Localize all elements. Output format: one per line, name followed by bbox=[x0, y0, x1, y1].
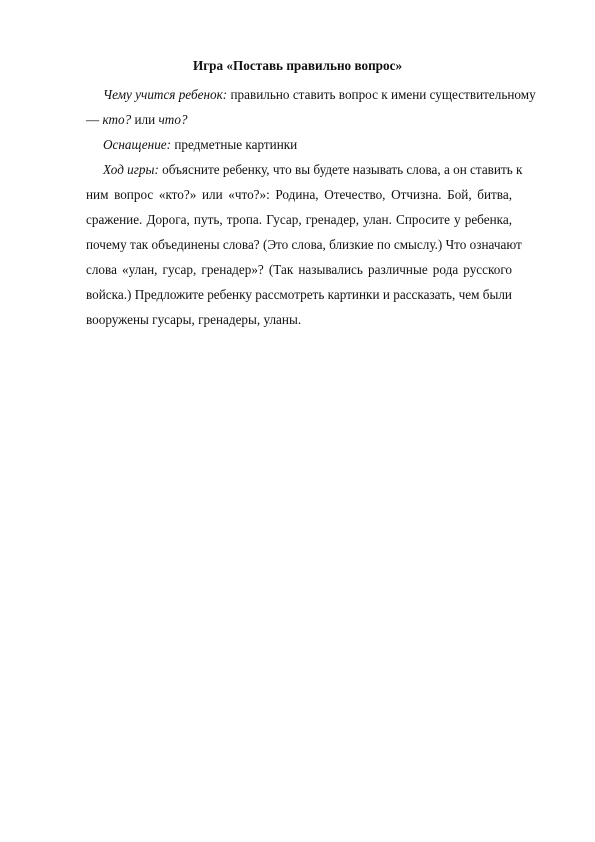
procedure-line-6: войска.) Предложите ребенку рассмотреть картинки и рассказать, чем были bbox=[86, 287, 512, 302]
goal-line bbox=[103, 87, 536, 103]
goal-question-who: кто? bbox=[102, 112, 132, 127]
goal-or: или bbox=[131, 112, 159, 127]
goal-label: Чему учится ребенок: bbox=[103, 87, 228, 102]
document-title: Игра «Поставь правильно вопрос» bbox=[192, 58, 403, 73]
goal-text: правильно ставить вопрос к имени существительному bbox=[227, 87, 536, 102]
procedure-line-5: слова «улан, гусар, гренадер»? (Так назывались различные рода русского bbox=[86, 262, 512, 277]
procedure-line-1 bbox=[103, 162, 523, 178]
procedure-line-3: сражение. Дорога, путь, тропа. Гусар, гренадер, улан. Спросите у ребенка, bbox=[86, 212, 512, 227]
procedure-text-1: объясните ребенку, что вы будете называть слова, а он ставить к bbox=[158, 162, 523, 177]
procedure-line-4: почему так объединены слова? (Это слова, близкие по смыслу.) Что означают bbox=[86, 237, 522, 252]
equipment-label: Оснащение: bbox=[103, 137, 172, 152]
procedure-label: Ход игры: bbox=[103, 162, 159, 177]
goal-question-what: что? bbox=[158, 112, 188, 127]
goal-questions-line bbox=[86, 112, 188, 128]
equipment-line bbox=[103, 137, 297, 153]
procedure-line-7: вооружены гусары, гренадеры, уланы. bbox=[86, 312, 302, 327]
procedure-line-2: ним вопрос «кто?» или «что?»: Родина, Отечество, Отчизна. Бой, битва, bbox=[86, 187, 512, 202]
equipment-text: предметные картинки bbox=[171, 137, 298, 152]
goal-dash: — bbox=[86, 112, 103, 127]
